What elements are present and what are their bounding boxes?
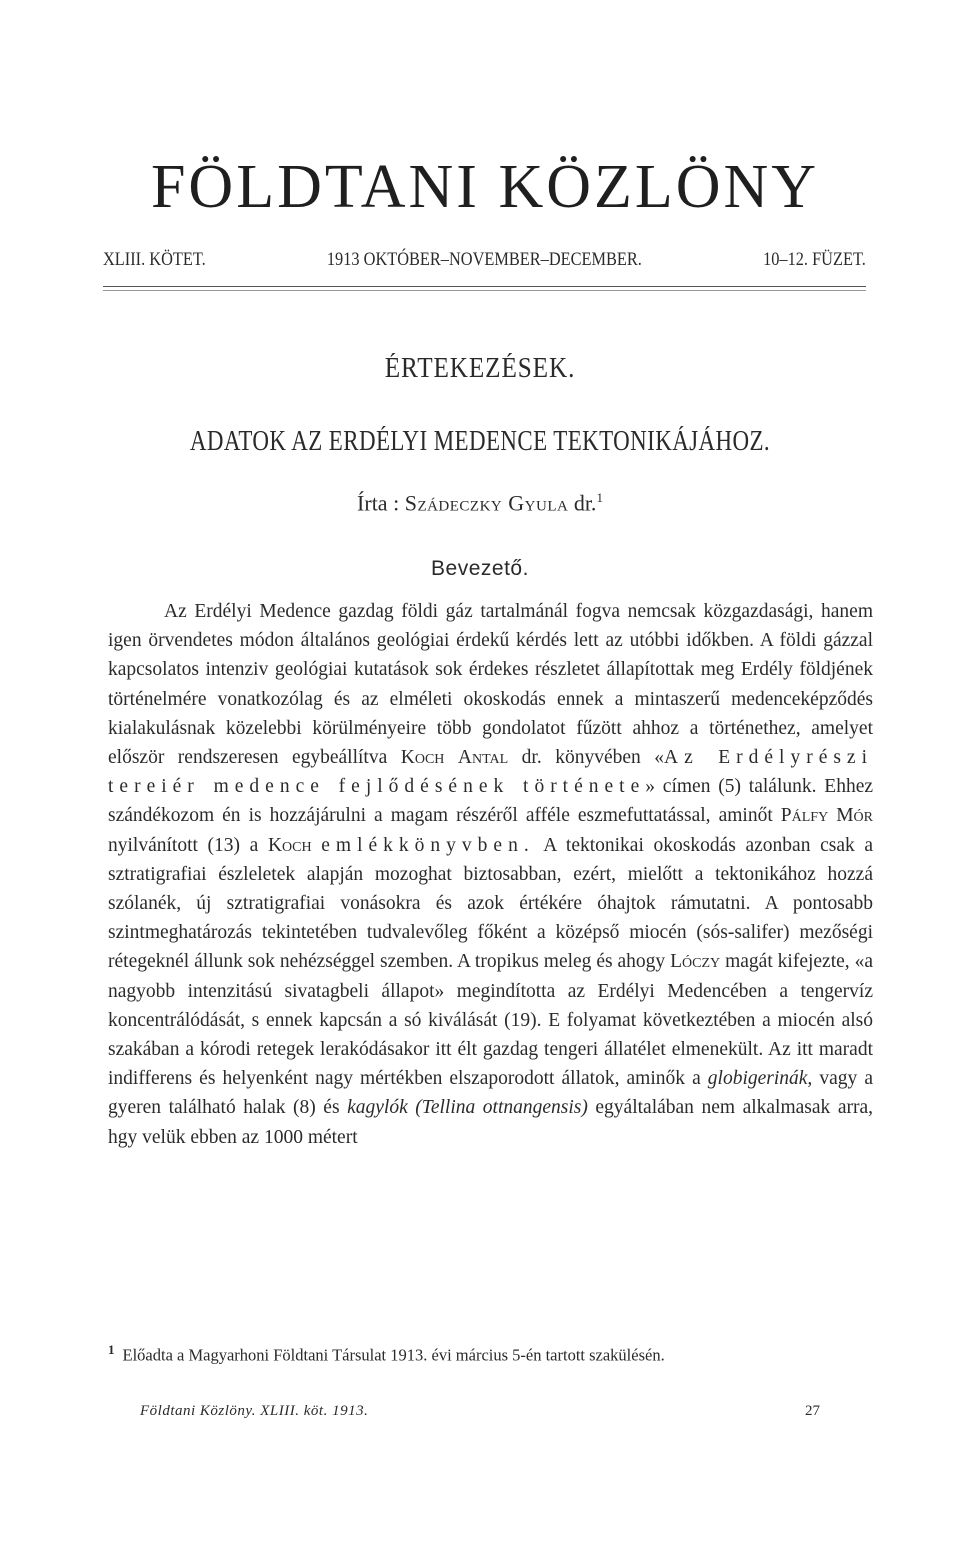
author-ref-loczy: Lóczy — [670, 951, 721, 973]
header-rule-secondary — [103, 290, 866, 291]
body-text — [108, 597, 873, 1152]
journal-title: FÖLDTANI KÖZLÖNY — [150, 153, 820, 221]
emlekkonyv: emlékkönyvben. — [321, 834, 535, 856]
byline-prefix: Írta : — [357, 490, 400, 516]
footnote — [108, 1338, 873, 1368]
section-title: ÉRTEKEZÉSEK. — [384, 353, 576, 384]
article-title: ADATOK AZ ERDÉLYI MEDENCE TEKTONIKÁJÁHOZ. — [189, 426, 771, 457]
body-paragraph: Az Erdélyi Medence gazdag földi gáz tartalmánál fogva nemcsak közgazdasági, hanem igen örvendetes módon általános geológiai érdekű kérdés lett az utóbbi időkben. A földi gázzal kapcsolatos intenziv geológiai kutatások sok érdekes részletet állapítottak meg Erdély földjének történelmére vonatkozólag és az elméleti okoskodás ennek a mintaszerű medenceképződés kialakulásnak közelebbi körülményeire több gondolatot fűzött ahhoz a történethez, amelyet először rendszeresen egybeállítva Koch Antal dr. könyvében «Az Erdélyrészi tereiér medence fejlődésének története» címen (5) találunk. Ehhez szándékozom én is hozzájárulni a magam részéről afféle eszmefuttatással, aminőt Pálfy Mór nyilvánított (13) a Koch emlékkönyvben. A tektonikai okoskodás azonban csak a sztratigrafiai észleletek alapján mozoghat biztosabban, ezért, mielőtt a tektonikához hozzá szólanék, új sztratigrafiai vonásokra és azok értékére óhajtok rámutatni. A pontosabb szintmeghatározás tekintetében tudvalevőleg főként a középső miocén (sós-salifer) mezőségi rétegeknél állunk sok nehézséggel szemben. A tropikus meleg és ahogy Lóczy magát kifejezte, «a nagyobb intenzitású sivatagbeli állapot» megindította az Erdélyi Medencében a tengervíz koncentrálódását, s ennek kapcsán a só kiválását (19). E folyamat következtében a miocén alsó szakában a kórodi retegek lerakódásakor itt élt gazdag tengeri állatélet elmenekült. Az itt maradt indifferens és helyenként nagy mértékben elszaporodott állatok, aminők a globigerinák, vagy a gyeren található halak (8) és kagylók (Tellina ottnangensis) egyáltalában nem alkalmasak arra, hgy velük ebben az 1000 métert — [108, 601, 874, 1148]
running-footer — [140, 1400, 820, 1422]
author-ref-koch-2: Koch — [267, 834, 312, 856]
subheading: Bevezető. — [431, 557, 529, 580]
footnote-text: Előadta a Magyarhoni Földtani Társulat 1913. évi március 5-én tartott szakülésén. — [122, 1345, 665, 1365]
issue-date: 1913 OKTÓBER–NOVEMBER–DECEMBER. — [326, 249, 642, 270]
footnote-mark: 1 — [108, 1342, 115, 1357]
footer-journal-ref: Földtani Közlöny. XLIII. köt. 1913. — [140, 1403, 369, 1419]
taxon-globigerinak: globigerinák, — [707, 1068, 813, 1090]
volume-label: XLIII. KÖTET. — [103, 249, 206, 270]
author-ref-antal: Antal — [457, 747, 509, 769]
footnote-ref: 1 — [596, 490, 603, 505]
author-suffix: dr. — [573, 490, 597, 516]
issue-line — [103, 248, 866, 272]
issue-number: 10–12. FÜZET. — [763, 249, 866, 270]
byline — [0, 484, 960, 517]
taxon-tellina: kagylók (Tellina ottnangensis) — [347, 1097, 588, 1119]
page-number: 27 — [805, 1403, 820, 1419]
header-rule — [103, 286, 866, 287]
author-ref-koch: Koch — [400, 747, 445, 769]
author-name: Szádeczky Gyula — [404, 490, 569, 516]
book-title: Az Erdélyrészi tereiér medence fejlődésének története — [108, 747, 874, 798]
author-ref-palfy: Pálfy Mór — [780, 805, 873, 827]
